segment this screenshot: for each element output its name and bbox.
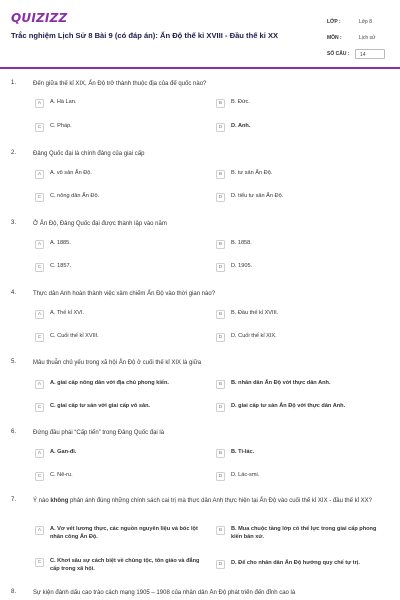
option-letter: C bbox=[35, 558, 44, 567]
question-text: Ở Ấn Độ, Đảng Quốc đại được thành lập vào năm bbox=[33, 221, 167, 227]
option-text: B. nhân dân Ấn Độ với thực dân Anh. bbox=[231, 380, 331, 386]
question-text: Đảng Quốc đại là chính đảng của giai cấp bbox=[33, 151, 145, 157]
option-text: A. Gan-đi. bbox=[50, 449, 77, 455]
option-d[interactable] bbox=[216, 402, 388, 412]
option-text: C. Pháp. bbox=[50, 123, 72, 129]
option-a[interactable] bbox=[35, 239, 207, 249]
option-text: C. Nê-ru. bbox=[50, 472, 73, 478]
option-text: D. Cuối thế kỉ XIX. bbox=[231, 333, 277, 339]
option-letter: A bbox=[35, 240, 44, 249]
worksheet-meta bbox=[327, 14, 389, 62]
option-letter: C bbox=[35, 333, 44, 342]
option-text: D. tiểu tư sản Ấn Độ. bbox=[231, 193, 284, 199]
option-letter: B bbox=[216, 310, 225, 319]
option-letter: B bbox=[216, 449, 225, 458]
option-c[interactable] bbox=[35, 332, 207, 342]
option-d[interactable] bbox=[216, 471, 388, 481]
question-text: Sự kiện đánh dấu cao trào cách mạng 1905 – 1908 của nhân dân Ấn Độ phát triển đến đỉnh cao là bbox=[33, 590, 296, 596]
option-b[interactable] bbox=[216, 448, 388, 458]
question-text-emphasis: không bbox=[50, 498, 69, 504]
option-d[interactable] bbox=[216, 332, 388, 342]
option-letter: C bbox=[35, 403, 44, 412]
option-letter: B bbox=[216, 380, 225, 389]
option-letter: A bbox=[35, 170, 44, 179]
option-letter: C bbox=[35, 263, 44, 272]
option-d[interactable] bbox=[216, 559, 388, 569]
option-letter: B bbox=[216, 99, 225, 108]
option-text: A. Hà Lan. bbox=[50, 99, 77, 105]
option-letter: D bbox=[216, 193, 225, 202]
meta-label: SỐ CÂU : bbox=[327, 51, 350, 57]
option-b[interactable] bbox=[216, 239, 388, 249]
question-text: Đến giữa thế kỉ XIX, Ấn Độ trở thành thuộc địa của đế quốc nào? bbox=[33, 81, 207, 87]
option-letter: C bbox=[35, 472, 44, 481]
quizizz-logo[interactable]: QUIZIZZ bbox=[11, 11, 68, 25]
option-text: C. nông dân Ấn Độ. bbox=[50, 193, 100, 199]
question-number: 5. bbox=[11, 359, 17, 365]
meta-label: LỚP : bbox=[327, 19, 341, 25]
option-c[interactable] bbox=[35, 402, 207, 412]
option-text: D. giai cấp tư sản Ấn Độ với thực dân Anh. bbox=[231, 403, 346, 409]
option-d[interactable] bbox=[216, 262, 388, 272]
meta-question-count bbox=[327, 46, 389, 62]
option-letter: B bbox=[216, 526, 225, 535]
question-number: 1. bbox=[11, 80, 17, 86]
option-letter: D bbox=[216, 560, 225, 569]
option-text: D. Lác-smi. bbox=[231, 472, 260, 478]
option-letter: D bbox=[216, 472, 225, 481]
meta-value: 14 bbox=[355, 49, 385, 59]
option-text: A. Thế kỉ XVI. bbox=[50, 310, 85, 316]
option-c[interactable] bbox=[35, 471, 207, 481]
option-b[interactable] bbox=[216, 98, 388, 108]
option-b[interactable] bbox=[216, 169, 388, 179]
option-text: C. Cuối thế kỉ XVIII. bbox=[50, 333, 99, 339]
option-d[interactable] bbox=[216, 122, 388, 132]
question-text-pre: Ý nào bbox=[33, 498, 51, 504]
option-b[interactable] bbox=[216, 309, 388, 319]
meta-subject bbox=[327, 30, 389, 46]
option-a[interactable] bbox=[35, 309, 207, 319]
question-number: 8. bbox=[11, 589, 17, 595]
option-text: C. giai cấp tư sản với giai cấp vô sản. bbox=[50, 403, 151, 409]
meta-value: Lớp 8 bbox=[359, 19, 373, 25]
meta-label: MÔN : bbox=[327, 35, 342, 41]
worksheet-title: Trắc nghiệm Lịch Sử 8 Bài 9 (có đáp án): Ấn Độ thế kỉ XVIII - Đầu thế kỉ XX bbox=[11, 31, 279, 40]
option-d[interactable] bbox=[216, 192, 388, 202]
option-a[interactable] bbox=[35, 379, 207, 389]
option-text: B. Đức. bbox=[231, 99, 250, 105]
option-letter: A bbox=[35, 99, 44, 108]
option-text: C. 1857. bbox=[50, 263, 72, 269]
option-text: B. 1858. bbox=[231, 240, 252, 246]
option-letter: B bbox=[216, 240, 225, 249]
option-text: A. 1885. bbox=[50, 240, 71, 246]
option-c[interactable] bbox=[35, 557, 207, 573]
question-number: 6. bbox=[11, 429, 17, 435]
option-letter: D bbox=[216, 263, 225, 272]
option-text: B. Đầu thế kỉ XVIII. bbox=[231, 310, 279, 316]
meta-value: Lịch sử bbox=[359, 35, 376, 41]
question-number: 3. bbox=[11, 220, 17, 226]
option-letter: A bbox=[35, 380, 44, 389]
option-letter: C bbox=[35, 193, 44, 202]
option-letter: D bbox=[216, 123, 225, 132]
option-text: B. tư sản Ấn Độ. bbox=[231, 170, 273, 176]
option-letter: B bbox=[216, 170, 225, 179]
option-text: A. giai cấp nông dân với địa chủ phong kiến. bbox=[50, 380, 169, 386]
worksheet-header bbox=[0, 0, 400, 68]
question-number: 7. bbox=[11, 497, 17, 503]
option-text: A. Vơ vét lương thực, các nguồn nguyên liệu và bóc lột nhân công Ấn Độ. bbox=[50, 526, 198, 540]
option-a[interactable] bbox=[35, 169, 207, 179]
option-letter: C bbox=[35, 123, 44, 132]
question-text bbox=[33, 497, 388, 506]
option-letter: D bbox=[216, 333, 225, 342]
option-text: A. vô sản Ấn Độ. bbox=[50, 170, 92, 176]
option-letter: A bbox=[35, 449, 44, 458]
option-letter: A bbox=[35, 526, 44, 535]
option-text: D. Anh. bbox=[231, 123, 251, 129]
option-letter: D bbox=[216, 403, 225, 412]
meta-class bbox=[327, 14, 389, 30]
option-text: D. Để cho nhân dân Ấn Độ hưởng quy chế tự trị. bbox=[231, 560, 360, 566]
option-text: D. 1905. bbox=[231, 263, 253, 269]
option-a[interactable] bbox=[35, 525, 207, 541]
option-letter: A bbox=[35, 310, 44, 319]
option-c[interactable] bbox=[35, 262, 207, 272]
question-text: Mâu thuẫn chủ yếu trong xã hội Ấn Độ ở cuối thế kỉ XIX là giữa bbox=[33, 360, 202, 366]
option-b[interactable] bbox=[216, 525, 388, 541]
question-text-post: phản ánh đúng những chính sách cai trị mà thực dân Anh thực hiện tại Ấn Độ vào cuối thế kỉ XIX - đầu thế kỉ XX? bbox=[68, 498, 372, 504]
option-c[interactable] bbox=[35, 192, 207, 202]
option-c[interactable] bbox=[35, 122, 207, 132]
header-divider bbox=[0, 67, 400, 69]
option-text: B. Mua chuộc tầng lớp có thế lực trong giai cấp phong kiến bản xứ. bbox=[231, 526, 377, 540]
question-text: Đứng đầu phái “Cấp tiến” trong Đảng Quốc đại là bbox=[33, 430, 165, 436]
option-a[interactable] bbox=[35, 448, 207, 458]
question-number: 2. bbox=[11, 150, 17, 156]
question-text: Thực dân Anh hoàn thành việc xâm chiếm Ấn Độ vào thời gian nào? bbox=[33, 291, 216, 297]
option-a[interactable] bbox=[35, 98, 207, 108]
question-number: 4. bbox=[11, 290, 17, 296]
option-text: B. Ti-lác. bbox=[231, 449, 255, 455]
option-b[interactable] bbox=[216, 379, 388, 389]
option-text: C. Khơi sâu sự cách biệt về chủng tộc, tôn giáo và đẳng cấp trong xã hội. bbox=[50, 558, 200, 572]
